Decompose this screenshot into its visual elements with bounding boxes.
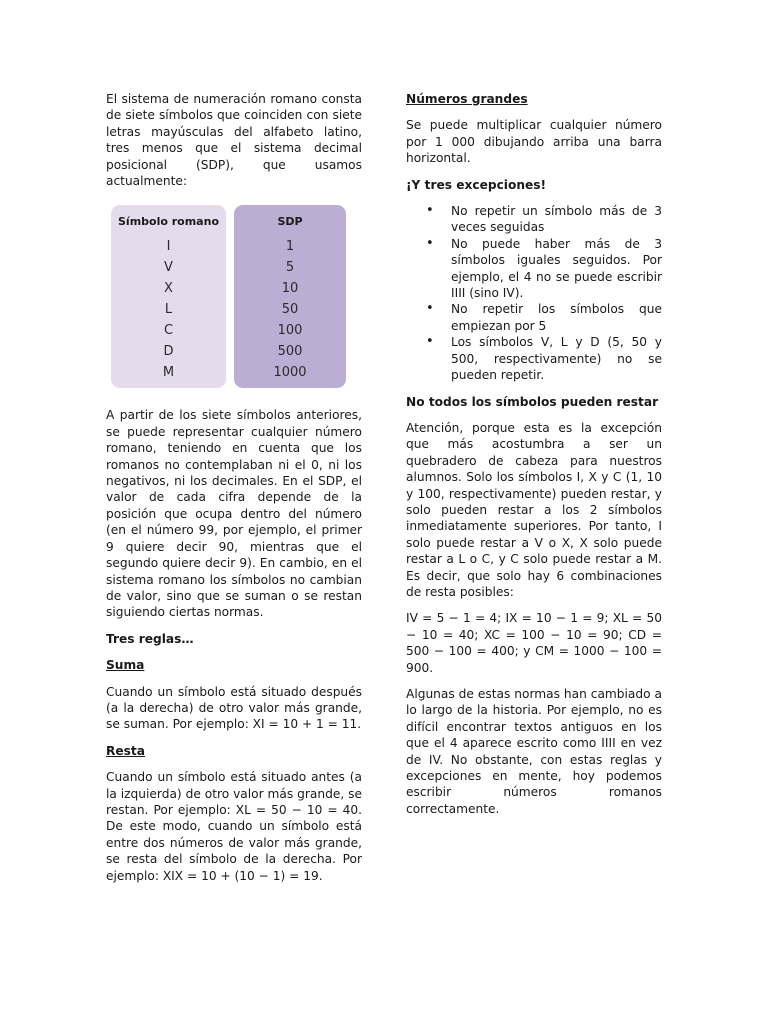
roman-symbol-cell: X bbox=[164, 281, 173, 297]
roman-symbol-cell: D bbox=[163, 344, 174, 360]
numeros-grandes-heading: Números grandes bbox=[406, 92, 528, 106]
right-column bbox=[406, 91, 662, 827]
restar-paragraph: Atención, porque esta es la excepción que más acostumbra a ser un quebradero de cabeza para nuestros alumnos. Solo los símbolos I, X y C (1, 10 y 100, respectivamente) pueden restar, y solo pueden restar a los 2 símbolos inmediatamente superiores. Por tanto, I solo puede restar a V o X, X solo puede restar a L o C, y C solo puede restar a M. Es decir, que solo hay 6 combinaciones de resta posibles: bbox=[406, 420, 662, 599]
roman-symbol-cell: M bbox=[162, 365, 175, 381]
combinations-paragraph: IV = 5 − 1 = 4; IX = 10 − 1 = 9; XL = 50 − 10 = 40; XC = 100 − 10 = 90; CD = 500 − 100 = 400; y CM = 1000 − 100 = 900. bbox=[406, 611, 662, 675]
roman-cells bbox=[111, 236, 226, 383]
explanation-paragraph: A partir de los siete símbolos anteriores, se puede representar cualquier número romano, teniendo en cuenta que los romanos no contemplaban ni el 0, ni los negativos, ni los decimales. En el SDP, el valor de cada cifra depende de la posición que ocupa dentro del número (en el número 99, por ejemplo, el primer 9 quiere decir 90, mientras que el segundo quiere decir 9). En cambio, en el sistema romano los símbolos no cambian de valor, sino que se suman o se restan siguiendo ciertas normas. bbox=[106, 408, 362, 620]
sdp-value-cell: 50 bbox=[281, 302, 299, 318]
sdp-cells bbox=[234, 236, 346, 383]
roman-symbol-cell: C bbox=[163, 323, 174, 339]
roman-symbol-cell: L bbox=[164, 302, 173, 318]
list-item: • Los símbolos V, L y D (5, 50 y 500, respectivamente) no se pueden repetir. bbox=[406, 334, 662, 383]
roman-sdp-table bbox=[111, 205, 351, 391]
roman-symbol-cell: V bbox=[164, 260, 173, 276]
tres-reglas-heading: Tres reglas… bbox=[106, 631, 194, 646]
excepciones-heading: ¡Y tres excepciones! bbox=[406, 177, 547, 192]
excepciones-list bbox=[406, 203, 662, 383]
suma-paragraph: Cuando un símbolo está situado después (a la derecha) de otro valor más grande, se suman. Por ejemplo: XI = 10 + 1 = 11. bbox=[106, 684, 362, 732]
resta-heading: Resta bbox=[106, 743, 145, 758]
resta-paragraph: Cuando un símbolo está situado antes (a la izquierda) de otro valor más grande, se restan. Por ejemplo: XL = 50 − 10 = 40. De este modo, cuando un símbolo está entre dos números de valor más grande, se resta del símbolo de la derecha. Por ejemplo: XIX = 10 + (10 − 1) = 19. bbox=[106, 770, 362, 883]
roman-column bbox=[111, 205, 226, 388]
sdp-value-cell: 100 bbox=[277, 323, 303, 339]
sdp-value-cell: 1000 bbox=[273, 365, 307, 381]
list-item: • No repetir un símbolo más de 3 veces seguidas bbox=[406, 203, 662, 236]
numeros-grandes-paragraph: Se puede multiplicar cualquier número por 1 000 dibujando arriba una barra horizontal. bbox=[406, 118, 662, 166]
sdp-value-cell: 1 bbox=[285, 239, 295, 255]
restar-heading: No todos los símbolos pueden restar bbox=[406, 394, 659, 409]
roman-column-header: Símbolo romano bbox=[118, 215, 219, 229]
roman-symbol-cell: I bbox=[166, 239, 171, 255]
final-paragraph: Algunas de estas normas han cambiado a lo largo de la historia. Por ejemplo, no es difícil encontrar textos antiguos en los que el 4 aparece escrito como IIII en vez de IV. No obstante, con estas reglas y excepciones en mente, hoy podemos escribir números romanos correctamente. bbox=[406, 687, 662, 816]
sdp-column bbox=[234, 205, 346, 388]
list-item: • No repetir los símbolos que empiezan por 5 bbox=[406, 301, 662, 334]
sdp-value-cell: 500 bbox=[277, 344, 303, 360]
sdp-column-header: SDP bbox=[277, 215, 303, 229]
intro-paragraph: El sistema de numeración romano consta de siete símbolos que coinciden con siete letras mayúsculas del alfabeto latino, tres menos que el sistema decimal posicional (SDP), que usamos actualmente: bbox=[106, 92, 362, 189]
sdp-value-cell: 5 bbox=[285, 260, 295, 276]
left-column bbox=[106, 91, 362, 894]
list-item: • No puede haber más de 3 símbolos iguales seguidos. Por ejemplo, el 4 no se puede escribir IIII (sino IV). bbox=[406, 236, 662, 302]
sdp-value-cell: 10 bbox=[281, 281, 299, 297]
suma-heading: Suma bbox=[106, 658, 145, 673]
